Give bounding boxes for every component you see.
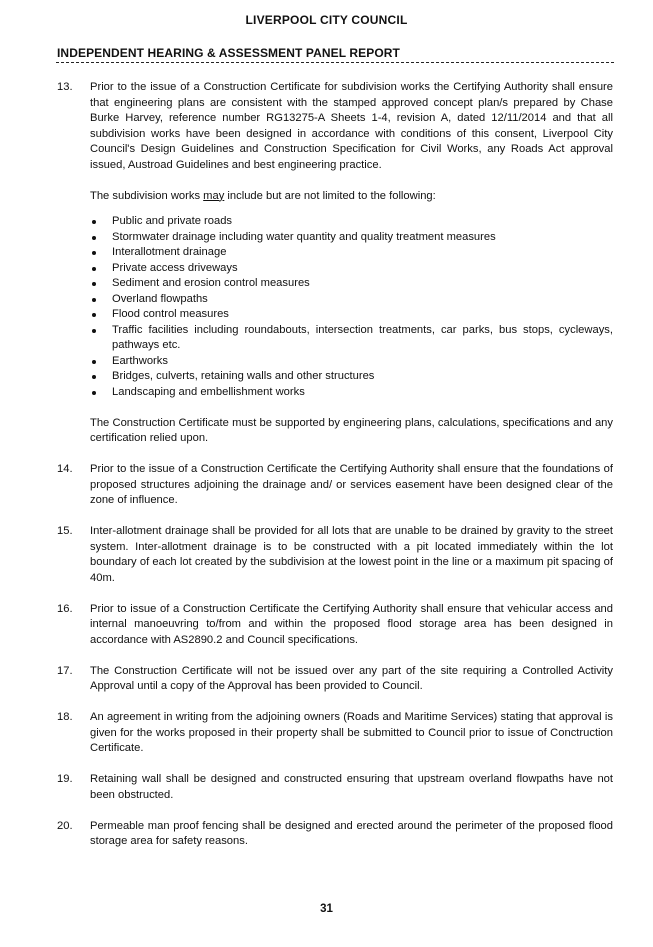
condition-paragraph: The Construction Certificate will not be issued over any part of the site requiring a Controlled Activity Approval until a copy of the Approval has been provided to Council. bbox=[90, 664, 613, 692]
list-item bbox=[90, 369, 613, 385]
condition-item bbox=[57, 462, 613, 509]
bullet-text: Private access driveways bbox=[112, 261, 238, 274]
condition-item bbox=[57, 710, 613, 757]
works-intro bbox=[90, 189, 613, 205]
bullet-icon bbox=[90, 323, 112, 354]
report-title: INDEPENDENT HEARING & ASSESSMENT PANEL REPORT bbox=[57, 46, 400, 60]
list-item bbox=[90, 261, 613, 277]
condition-item bbox=[57, 772, 613, 803]
condition-item bbox=[57, 819, 613, 850]
list-item bbox=[90, 245, 613, 261]
condition-number: 16. bbox=[57, 602, 73, 615]
bullet-text: Landscaping and embellishment works bbox=[112, 385, 305, 398]
condition-paragraph: Prior to issue of a Construction Certificate the Certifying Authority shall ensure that vehicular access and internal manoeuvring to/from and within the proposed flood storage area has been designed in accordance with AS2890.2 and Council specifications. bbox=[90, 602, 613, 646]
bullet-text: Traffic facilities including roundabouts, intersection treatments, car parks, bus stops, cycleways, pathways etc. bbox=[112, 323, 613, 351]
condition-content bbox=[90, 819, 613, 850]
bullet-icon bbox=[90, 230, 112, 246]
bullet-icon bbox=[90, 307, 112, 323]
condition-item bbox=[57, 524, 613, 586]
condition-number: 15. bbox=[57, 525, 73, 537]
condition-item bbox=[57, 80, 613, 447]
list-item bbox=[90, 230, 613, 246]
bullet-icon bbox=[90, 369, 112, 385]
bullet-icon bbox=[90, 261, 112, 277]
condition-content bbox=[90, 602, 613, 649]
list-item bbox=[90, 354, 613, 370]
bullet-text: Overland flowpaths bbox=[112, 292, 208, 305]
bullet-icon bbox=[90, 292, 112, 308]
bullet-icon bbox=[90, 354, 112, 370]
council-name: LIVERPOOL CITY COUNCIL bbox=[245, 13, 408, 27]
condition-number: 20. bbox=[57, 819, 73, 832]
condition-number: 14. bbox=[57, 463, 73, 475]
works-intro-underlined: may bbox=[203, 189, 225, 202]
list-item bbox=[90, 292, 613, 308]
list-item bbox=[90, 214, 613, 230]
condition-item bbox=[57, 602, 613, 649]
works-intro-before: The subdivision works bbox=[90, 189, 204, 202]
list-item bbox=[90, 323, 613, 354]
condition-number: 13. bbox=[57, 81, 73, 93]
condition-number: 18. bbox=[57, 711, 73, 723]
bullet-icon bbox=[90, 214, 112, 230]
conditions-list bbox=[57, 80, 613, 865]
bullet-text: Interallotment drainage bbox=[112, 246, 227, 258]
condition-paragraph: Inter-allotment drainage shall be provided for all lots that are unable to be drained by gravity to the street system. Inter-allotment drainage is to be constructed with a pit located immediately within the lot boundary of each lot created by the subdivision at the lowest point in the line or a maximum pit spacing of 40m. bbox=[90, 525, 613, 584]
bullet-text: Earthworks bbox=[112, 354, 168, 367]
header-divider bbox=[56, 62, 614, 63]
condition-item bbox=[57, 664, 613, 695]
bullet-text: Flood control measures bbox=[112, 308, 229, 320]
list-item bbox=[90, 385, 613, 401]
condition-paragraph: Prior to the issue of a Construction Certificate the Certifying Authority shall ensure that the foundations of proposed structures adjoining the drainage and/ or services easement have been designed clear of the zone of influence. bbox=[90, 463, 613, 506]
condition-paragraph: Prior to the issue of a Construction Certificate for subdivision works the Certifying Authority shall ensure that engineering plans are consistent with the stamped approved concept plan/s prepared by Chase Burke Harvey, reference number RG13275-A Sheets 1-4, revision A, dated 12/11/2014 and that all subdivision works have been designed in accordance with conditions of this consent, Liverpool City Council's Design Guidelines and Construction Specification for Civil Works, any Roads Act approval issued, Austroad Guidelines and best engineering practice. bbox=[90, 81, 613, 171]
condition-paragraph: Permeable man proof fencing shall be designed and erected around the perimeter of the proposed flood storage area for safety reasons. bbox=[90, 819, 613, 847]
closing-paragraph: The Construction Certificate must be supported by engineering plans, calculations, specifications and any certification relied upon. bbox=[90, 416, 613, 444]
works-bullet-list bbox=[90, 214, 613, 400]
condition-content bbox=[90, 80, 613, 447]
list-item bbox=[90, 276, 613, 292]
list-item bbox=[90, 307, 613, 323]
bullet-icon bbox=[90, 245, 112, 261]
bullet-text: Sediment and erosion control measures bbox=[112, 277, 310, 289]
condition-paragraph: Retaining wall shall be designed and constructed ensuring that upstream overland flowpaths have not been obstructed. bbox=[90, 773, 613, 801]
condition-content bbox=[90, 710, 613, 757]
condition-content bbox=[90, 772, 613, 803]
bullet-text: Public and private roads bbox=[112, 215, 233, 227]
bullet-text: Bridges, culverts, retaining walls and other structures bbox=[112, 370, 375, 382]
condition-paragraph: An agreement in writing from the adjoining owners (Roads and Maritime Services) stating that approval is given for the works proposed in their property shall be submitted to Council prior to issue of Conctruction Certificate. bbox=[90, 711, 613, 754]
bullet-icon bbox=[90, 276, 112, 292]
works-intro-after: include but are not limited to the following: bbox=[224, 189, 436, 202]
page-number: 31 bbox=[320, 903, 333, 915]
bullet-text: Stormwater drainage including water quantity and quality treatment measures bbox=[112, 230, 496, 243]
condition-content bbox=[90, 524, 613, 586]
condition-content bbox=[90, 462, 613, 509]
condition-content bbox=[90, 664, 613, 695]
condition-number: 17. bbox=[57, 664, 73, 677]
condition-number: 19. bbox=[57, 773, 73, 785]
bullet-icon bbox=[90, 385, 112, 401]
